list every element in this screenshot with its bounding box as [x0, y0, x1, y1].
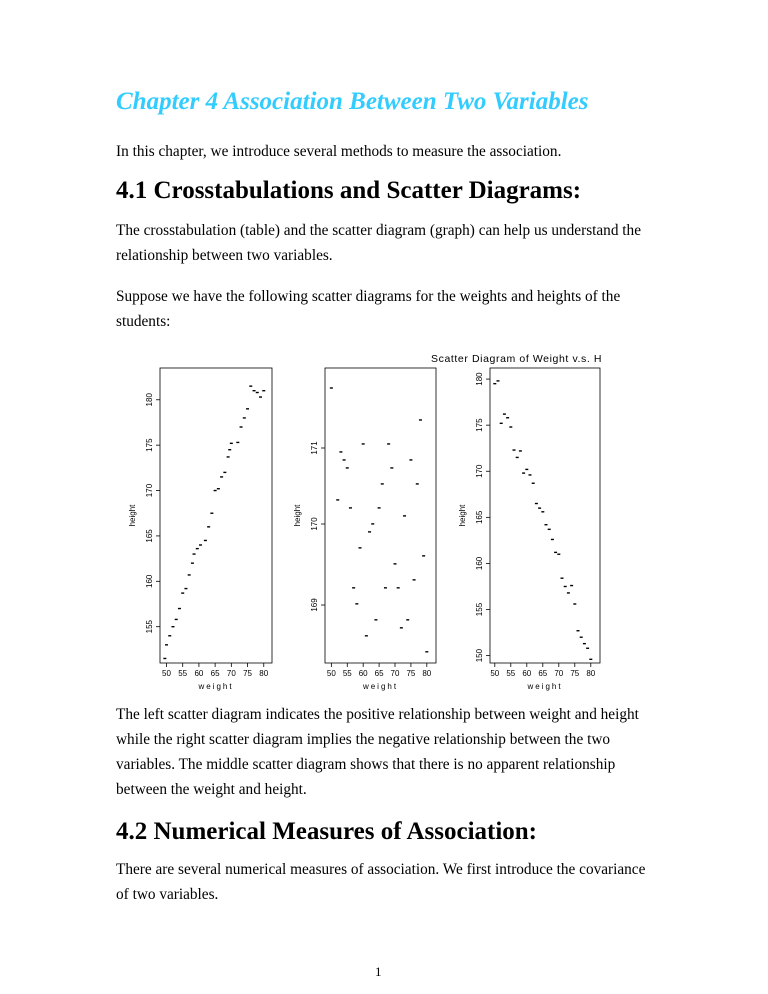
y-tick-label: 171: [310, 441, 319, 455]
x-tick-label: 80: [586, 669, 596, 678]
x-axis-label: weight: [527, 682, 563, 691]
x-tick-label: 50: [326, 669, 336, 678]
x-tick-label: 70: [390, 669, 400, 678]
x-tick-label: 50: [490, 669, 500, 678]
x-tick-label: 70: [554, 669, 564, 678]
text-line: between the weight and height.: [116, 781, 307, 798]
x-tick-label: 80: [422, 669, 432, 678]
y-tick-label: 170: [310, 517, 319, 531]
y-axis-label: height: [458, 504, 467, 527]
section2-paragraph: [116, 857, 656, 907]
y-tick-label: 155: [145, 620, 154, 634]
scatter-plot-right: [458, 368, 600, 691]
y-tick-label: 175: [475, 418, 484, 432]
x-tick-label: 75: [570, 669, 580, 678]
x-tick-label: 50: [162, 669, 171, 678]
section1-paragraph-3: [116, 702, 656, 802]
y-tick-label: 160: [145, 574, 154, 588]
y-tick-label: 175: [145, 438, 154, 452]
chart-title: Scatter Diagram of Weight v.s. H: [431, 353, 603, 365]
y-tick-label: 165: [475, 510, 484, 525]
x-tick-label: 65: [374, 669, 384, 678]
text-line: There are several numerical measures of association. We first introduce the covariance: [116, 861, 646, 878]
chapter-title: Chapter 4 Association Between Two Variables: [116, 88, 589, 115]
x-tick-label: 75: [243, 669, 252, 678]
text-line: variables. The middle scatter diagram shows that there is no apparent relationship: [116, 756, 616, 773]
x-axis-label: weight: [198, 682, 234, 691]
scatter-plot-middle: [293, 368, 436, 691]
x-tick-label: 60: [358, 669, 368, 678]
y-tick-label: 165: [145, 529, 154, 543]
y-tick-label: 170: [145, 483, 154, 498]
x-tick-label: 65: [538, 669, 548, 678]
text-line: students:: [116, 313, 171, 330]
intro-paragraph: In this chapter, we introduce several methods to measure the association.: [116, 143, 562, 160]
y-tick-label: 155: [475, 602, 484, 617]
x-tick-label: 65: [210, 669, 220, 678]
x-tick-label: 55: [342, 669, 352, 678]
section-title-4-2: 4.2 Numerical Measures of Association:: [116, 818, 538, 845]
plot-title-layer: [431, 353, 602, 365]
y-axis-label: height: [128, 504, 137, 527]
y-tick-label: 180: [145, 393, 154, 407]
x-tick-label: 75: [406, 669, 416, 678]
page-number: 1: [375, 964, 382, 979]
text-line: Suppose we have the following scatter diagrams for the weights and heights of the: [116, 288, 621, 305]
text-line: The crosstabulation (table) and the scatter diagram (graph) can help us understand the: [116, 222, 641, 239]
plot-frame: [325, 368, 436, 663]
y-tick-label: 180: [475, 372, 484, 386]
text-line: The left scatter diagram indicates the positive relationship between weight and height: [116, 706, 639, 723]
y-tick-label: 160: [475, 556, 484, 571]
text-line: relationship between two variables.: [116, 247, 333, 264]
y-axis-label: height: [293, 504, 302, 527]
x-tick-label: 55: [506, 669, 516, 678]
scatter-plot-left: [128, 368, 272, 691]
x-tick-label: 80: [259, 669, 269, 678]
y-tick-label: 150: [475, 648, 484, 663]
text-line: while the right scatter diagram implies the negative relationship between the two: [116, 731, 611, 748]
x-tick-label: 55: [178, 669, 188, 678]
y-tick-label: 170: [475, 464, 484, 478]
plot-frame: [490, 368, 600, 663]
x-tick-label: 60: [194, 669, 204, 678]
x-axis-label: weight: [362, 682, 399, 691]
x-tick-label: 70: [226, 669, 236, 678]
section-title-4-1: 4.1 Crosstabulations and Scatter Diagrams:: [116, 177, 582, 204]
x-tick-label: 60: [522, 669, 532, 678]
text-line: of two variables.: [116, 886, 219, 903]
y-tick-label: 169: [310, 598, 319, 612]
